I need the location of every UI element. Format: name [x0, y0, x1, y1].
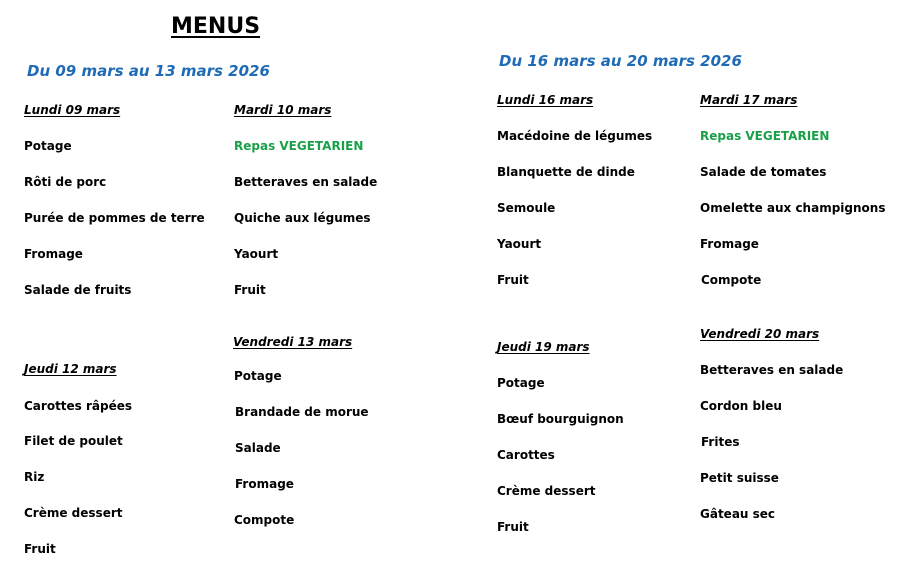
- menu-item: Petit suisse: [700, 471, 779, 485]
- week2-title: Du 16 mars au 20 mars 2026: [499, 52, 742, 70]
- menu-item: Compote: [234, 513, 295, 527]
- vegetarian-label: Repas VEGETARIEN: [700, 129, 830, 143]
- menu-item: Yaourt: [497, 237, 542, 251]
- menu-item: Carottes: [497, 448, 555, 462]
- menu-item: Crème dessert: [24, 506, 123, 520]
- menu-item: Filet de poulet: [24, 434, 123, 448]
- menu-item: Semoule: [497, 201, 556, 215]
- menu-item: Salade de tomates: [700, 165, 827, 179]
- menu-item: Omelette aux champignons: [700, 201, 886, 215]
- day-label-mardi-10: Mardi 10 mars: [234, 103, 332, 117]
- week1-title: Du 09 mars au 13 mars 2026: [27, 62, 270, 80]
- day-label-vendredi-13: Vendredi 13 mars: [233, 335, 353, 349]
- day-label-lundi-09: Lundi 09 mars: [24, 103, 121, 117]
- menu-item: Fromage: [24, 247, 83, 261]
- menu-item: Blanquette de dinde: [497, 165, 635, 179]
- menu-item: Brandade de morue: [235, 405, 369, 419]
- menu-item: Salade de fruits: [24, 283, 132, 297]
- menu-item: Carottes râpées: [24, 399, 133, 413]
- menu-item: Gâteau sec: [700, 507, 776, 521]
- menu-item: Compote: [701, 273, 762, 287]
- menu-item: Riz: [24, 470, 45, 484]
- menu-item: Potage: [234, 369, 282, 383]
- menu-item: Bœuf bourguignon: [497, 412, 624, 426]
- menu-item: Fruit: [24, 542, 56, 556]
- menu-item: Betteraves en salade: [700, 363, 844, 377]
- menu-item: Cordon bleu: [700, 399, 782, 413]
- menu-item: Fromage: [235, 477, 294, 491]
- menu-item: Salade: [235, 441, 281, 455]
- menu-item: Rôti de porc: [24, 175, 107, 189]
- menu-item: Macédoine de légumes: [497, 129, 653, 143]
- menu-item: Fromage: [700, 237, 759, 251]
- day-label-vendredi-20: Vendredi 20 mars: [700, 327, 820, 341]
- day-label-lundi-16: Lundi 16 mars: [497, 93, 594, 107]
- menu-item: Quiche aux légumes: [234, 211, 371, 225]
- menu-item: Fruit: [234, 283, 266, 297]
- menu-item: Purée de pommes de terre: [24, 211, 205, 225]
- page-title: MENUS: [171, 14, 261, 39]
- menu-item: Potage: [24, 139, 72, 153]
- menu-item: Potage: [497, 376, 545, 390]
- day-label-jeudi-19: Jeudi 19 mars: [497, 340, 590, 354]
- menu-item: Fruit: [497, 520, 529, 534]
- menu-item: Frites: [701, 435, 740, 449]
- day-label-mardi-17: Mardi 17 mars: [700, 93, 798, 107]
- menu-item: Betteraves en salade: [234, 175, 378, 189]
- vegetarian-label: Repas VEGETARIEN: [234, 139, 364, 153]
- menu-item: Yaourt: [234, 247, 279, 261]
- menu-item: Fruit: [497, 273, 529, 287]
- menu-item: Crème dessert: [497, 484, 596, 498]
- day-label-jeudi-12: Jeudi 12 mars: [24, 362, 117, 376]
